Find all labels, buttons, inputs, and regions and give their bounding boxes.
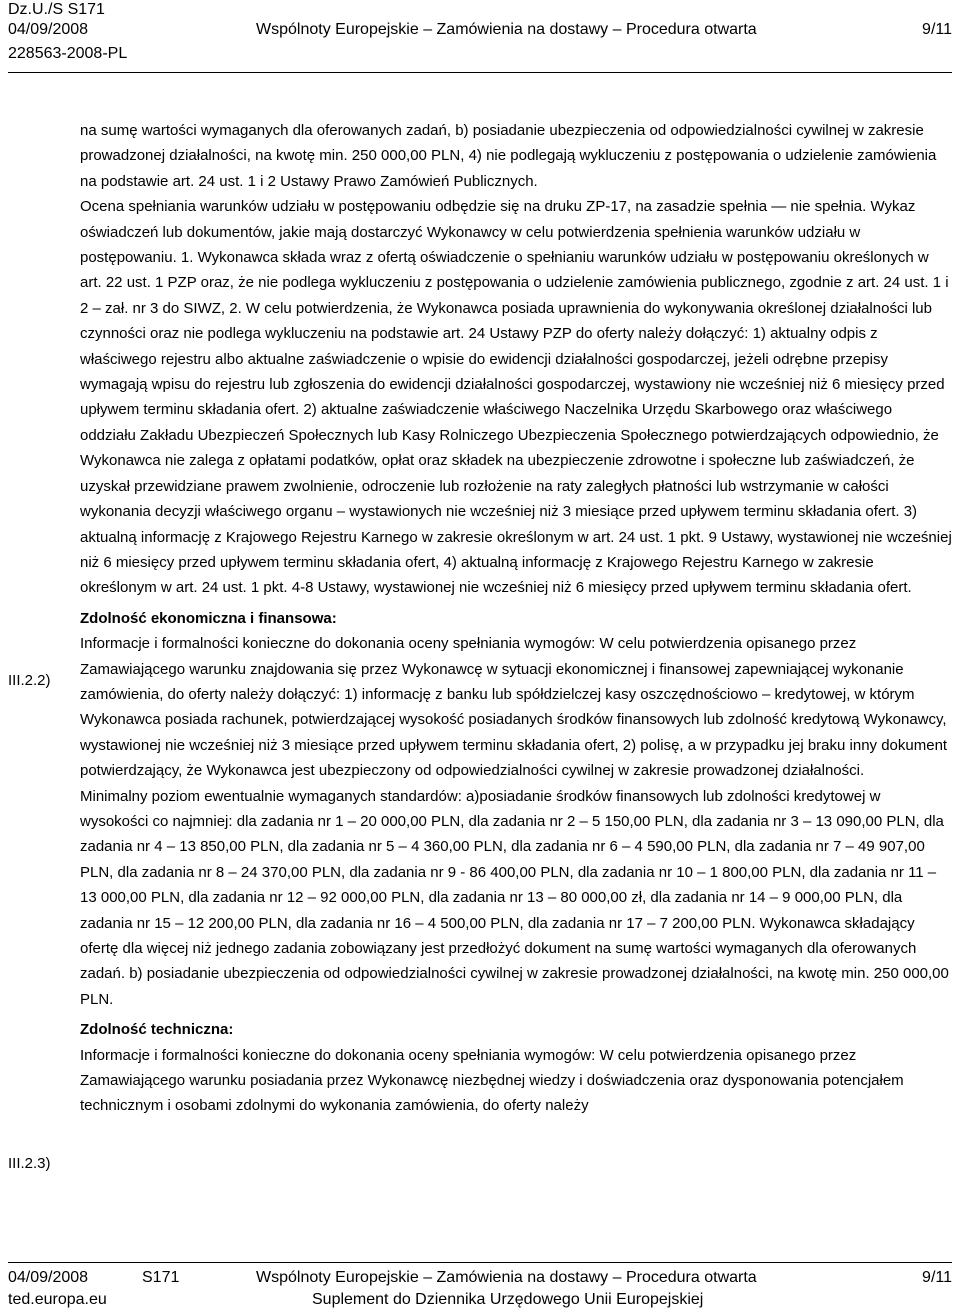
header-row-main — [0, 20, 960, 40]
section-number-iii-2-3: III.2.3) — [8, 1155, 51, 1172]
section-number-iii-2-2: III.2.2) — [8, 672, 51, 689]
header-title: Wspólnoty Europejskie – Zamówienia na dostawy – Procedura otwarta — [256, 21, 757, 38]
footer-supplement: Suplement do Dziennika Urzędowego Unii Europejskiej — [312, 1291, 704, 1308]
paragraph-economic-info: Informacje i formalności konieczne do dokonania oceny spełniania wymogów: W celu potwierdzenia opisanego przez Zamawiającego warunku znajdowania się przez Wykonawcę w sytuacji ekonomicznej i finansowej zapewniającej wykonanie zamówienia, do oferty należy dołączyć: 1) informację z banku lub spółdzielczej kasy oszczędnościowo – kredytowej, w którym Wykonawca posiada rachunek, potwierdzającej wysokość posiadanych środków finansowych lub zdolność kredytową Wykonawcy, wystawionej nie wcześniej niż 3 miesiące przed upływem terminu składania ofert, 2) polisę, a w przypadku jej braku inny dokument potwierdzający, że Wykonawca jest ubezpieczony od odpowiedzialności cywilnej w zakresie prowadzonej działalności. — [80, 635, 948, 780]
document-reference: Dz.U./S S171 — [8, 1, 105, 18]
header-row-notice — [0, 44, 960, 64]
paragraph-conditions: na sumę wartości wymaganych dla oferowanych zadań, b) posiadanie ubezpieczenia od odpowiedzialności cywilnej w zakresie prowadzonej działalności, na kwotę min. 250 000,00 PLN, 4) nie podlegają wykluczeniu z postępowania o udzielenie zamówienia na podstawie art. 24 ust. 1 i 2 Ustawy Prawo Zamówień Publicznych. — [80, 122, 937, 190]
footer-page-number: 9/11 — [922, 1269, 952, 1286]
paragraph-evaluation: Ocena spełniania warunków udziału w postępowaniu odbędzie się na druku ZP-17, na zasadzie spełnia — nie spełnia. Wykaz oświadczeń lub dokumentów, jakie mają dostarczyć Wykonawcy w celu potwierdzenia spełnienia warunków udziału w postępowaniu. 1. Wykonawca składa wraz z ofertą oświadczenie o spełnianiu warunków udziału w postępowaniu określonych w art. 22 ust. 1 PZP oraz, że nie podlega wykluczeniu z postępowania o udzielenie zamówienia publicznego, zgodnie z art. 24 ust. 1 i 2 – zał. nr 3 do SIWZ, 2. W celu potwierdzenia, że Wykonawca posiada uprawnienia do wykonywania określonej działalności lub czynności oraz nie podlega wykluczeniu na podstawie art. 24 Ustawy PZP do oferty należy dołączyć: 1) aktualny odpis z właściwego rejestru albo aktualne zaświadczenie o wpisie do ewidencji działalności gospodarczej, jeżeli odrębne przepisy wymagają wpisu do rejestru lub zgłoszenia do ewidencji działalności gospodarczej, wystawiony nie wcześniej niż 6 miesięcy przed upływem terminu składania ofert. 2) aktualne zaświadczenie właściwego Naczelnika Urzędu Skarbowego oraz właściwego oddziału Zakładu Ubezpieczeń Społecznych lub Kasy Rolniczego Ubezpieczenia Społecznego potwierdzających odpowiednio, że Wykonawca nie zalega z opłatami podatków, opłat oraz składek na ubezpieczenie zdrowotne i społeczne lub zaświadczeń, że uzyskał przewidziane prawem zwolnienie, odroczenie lub rozłożenie na raty zaległych płatności lub wstrzymanie w całości wykonania decyzji właściwego organu – wystawionych nie wcześniej niż 3 miesiące przed upływem terminu składania ofert. 3) aktualną informację z Krajowego Rejestru Karnego w zakresie określonym w art. 24 ust. 1 pkt. 9 Ustawy, wystawionej nie wcześniej niż 6 miesięcy przed upływem terminu składania ofert, 4) aktualną informację z Krajowego Rejestru Karnego w zakresie określonym w art. 24 ust. 1 pkt. 4-8 Ustawy, wystawionej nie wcześniej niż 6 miesięcy przed upływem terminu składania ofert. — [80, 198, 952, 597]
notice-id: 228563-2008-PL — [8, 45, 128, 62]
footer-site-link[interactable]: ted.europa.eu — [8, 1291, 107, 1308]
footer-divider — [8, 1262, 952, 1263]
header-page-number: 9/11 — [922, 21, 952, 38]
header-date: 04/09/2008 — [8, 21, 89, 38]
footer-row-main — [0, 1268, 960, 1288]
paragraph-technical-info: Informacje i formalności konieczne do dokonania oceny spełniania wymogów: W celu potwierdzenia opisanego przez Zamawiającego warunku posiadania przez Wykonawcę niezbędnej wiedzy i doświadczenia oraz dysponowania potencjałem technicznym i osobami zdolnymi do wykonania zamówienia, do oferty należy — [80, 1046, 904, 1115]
document-body — [80, 118, 952, 1119]
header-row-ref — [0, 0, 960, 20]
footer-row-site — [0, 1290, 960, 1310]
section-title-economic: Zdolność ekonomiczna i finansowa: — [80, 609, 337, 627]
section-title-technical: Zdolność techniczna: — [80, 1021, 234, 1039]
footer-title: Wspólnoty Europejskie – Zamówienia na dostawy – Procedura otwarta — [256, 1269, 757, 1286]
footer-series: S171 — [142, 1269, 180, 1286]
header-divider — [8, 72, 952, 73]
footer-date: 04/09/2008 — [8, 1269, 89, 1286]
paragraph-economic-minimum: Minimalny poziom ewentualnie wymaganych standardów: a)posiadanie środków finansowych lub zdolności kredytowej w wysokości co najmniej: dla zadania nr 1 – 20 000,00 PLN, dla zadania nr 2 – 5 150,00 PLN, dla zadania nr 3 – 13 090,00 PLN, dla zadania nr 4 – 13 850,00 PLN, dla zadania nr 5 – 4 360,00 PLN, dla zadania nr 6 – 4 590,00 PLN, dla zadania nr 7 – 49 907,00 PLN, dla zadania nr 8 – 24 370,00 PLN, dla zadania nr 9 - 86 400,00 PLN, dla zadania nr 10 – 1 800,00 PLN, dla zadania nr 11 – 13 000,00 PLN, dla zadania nr 12 – 92 000,00 PLN, dla zadania nr 13 – 80 000,00 zł, dla zadania nr 14 – 9 000,00 PLN, dla zadania nr 15 – 12 200,00 PLN, dla zadania nr 16 – 4 500,00 PLN, dla zadania nr 17 – 7 200,00 PLN. Wykonawca składający ofertę dla więcej niż jednego zadania zobowiązany jest przedłożyć dokument na sumę wartości wymaganych dla oferowanych zadań. b) posiadanie ubezpieczenia od odpowiedzialności cywilnej w zakresie prowadzonej działalności, na kwotę min. 250 000,00 PLN. — [80, 787, 949, 1008]
